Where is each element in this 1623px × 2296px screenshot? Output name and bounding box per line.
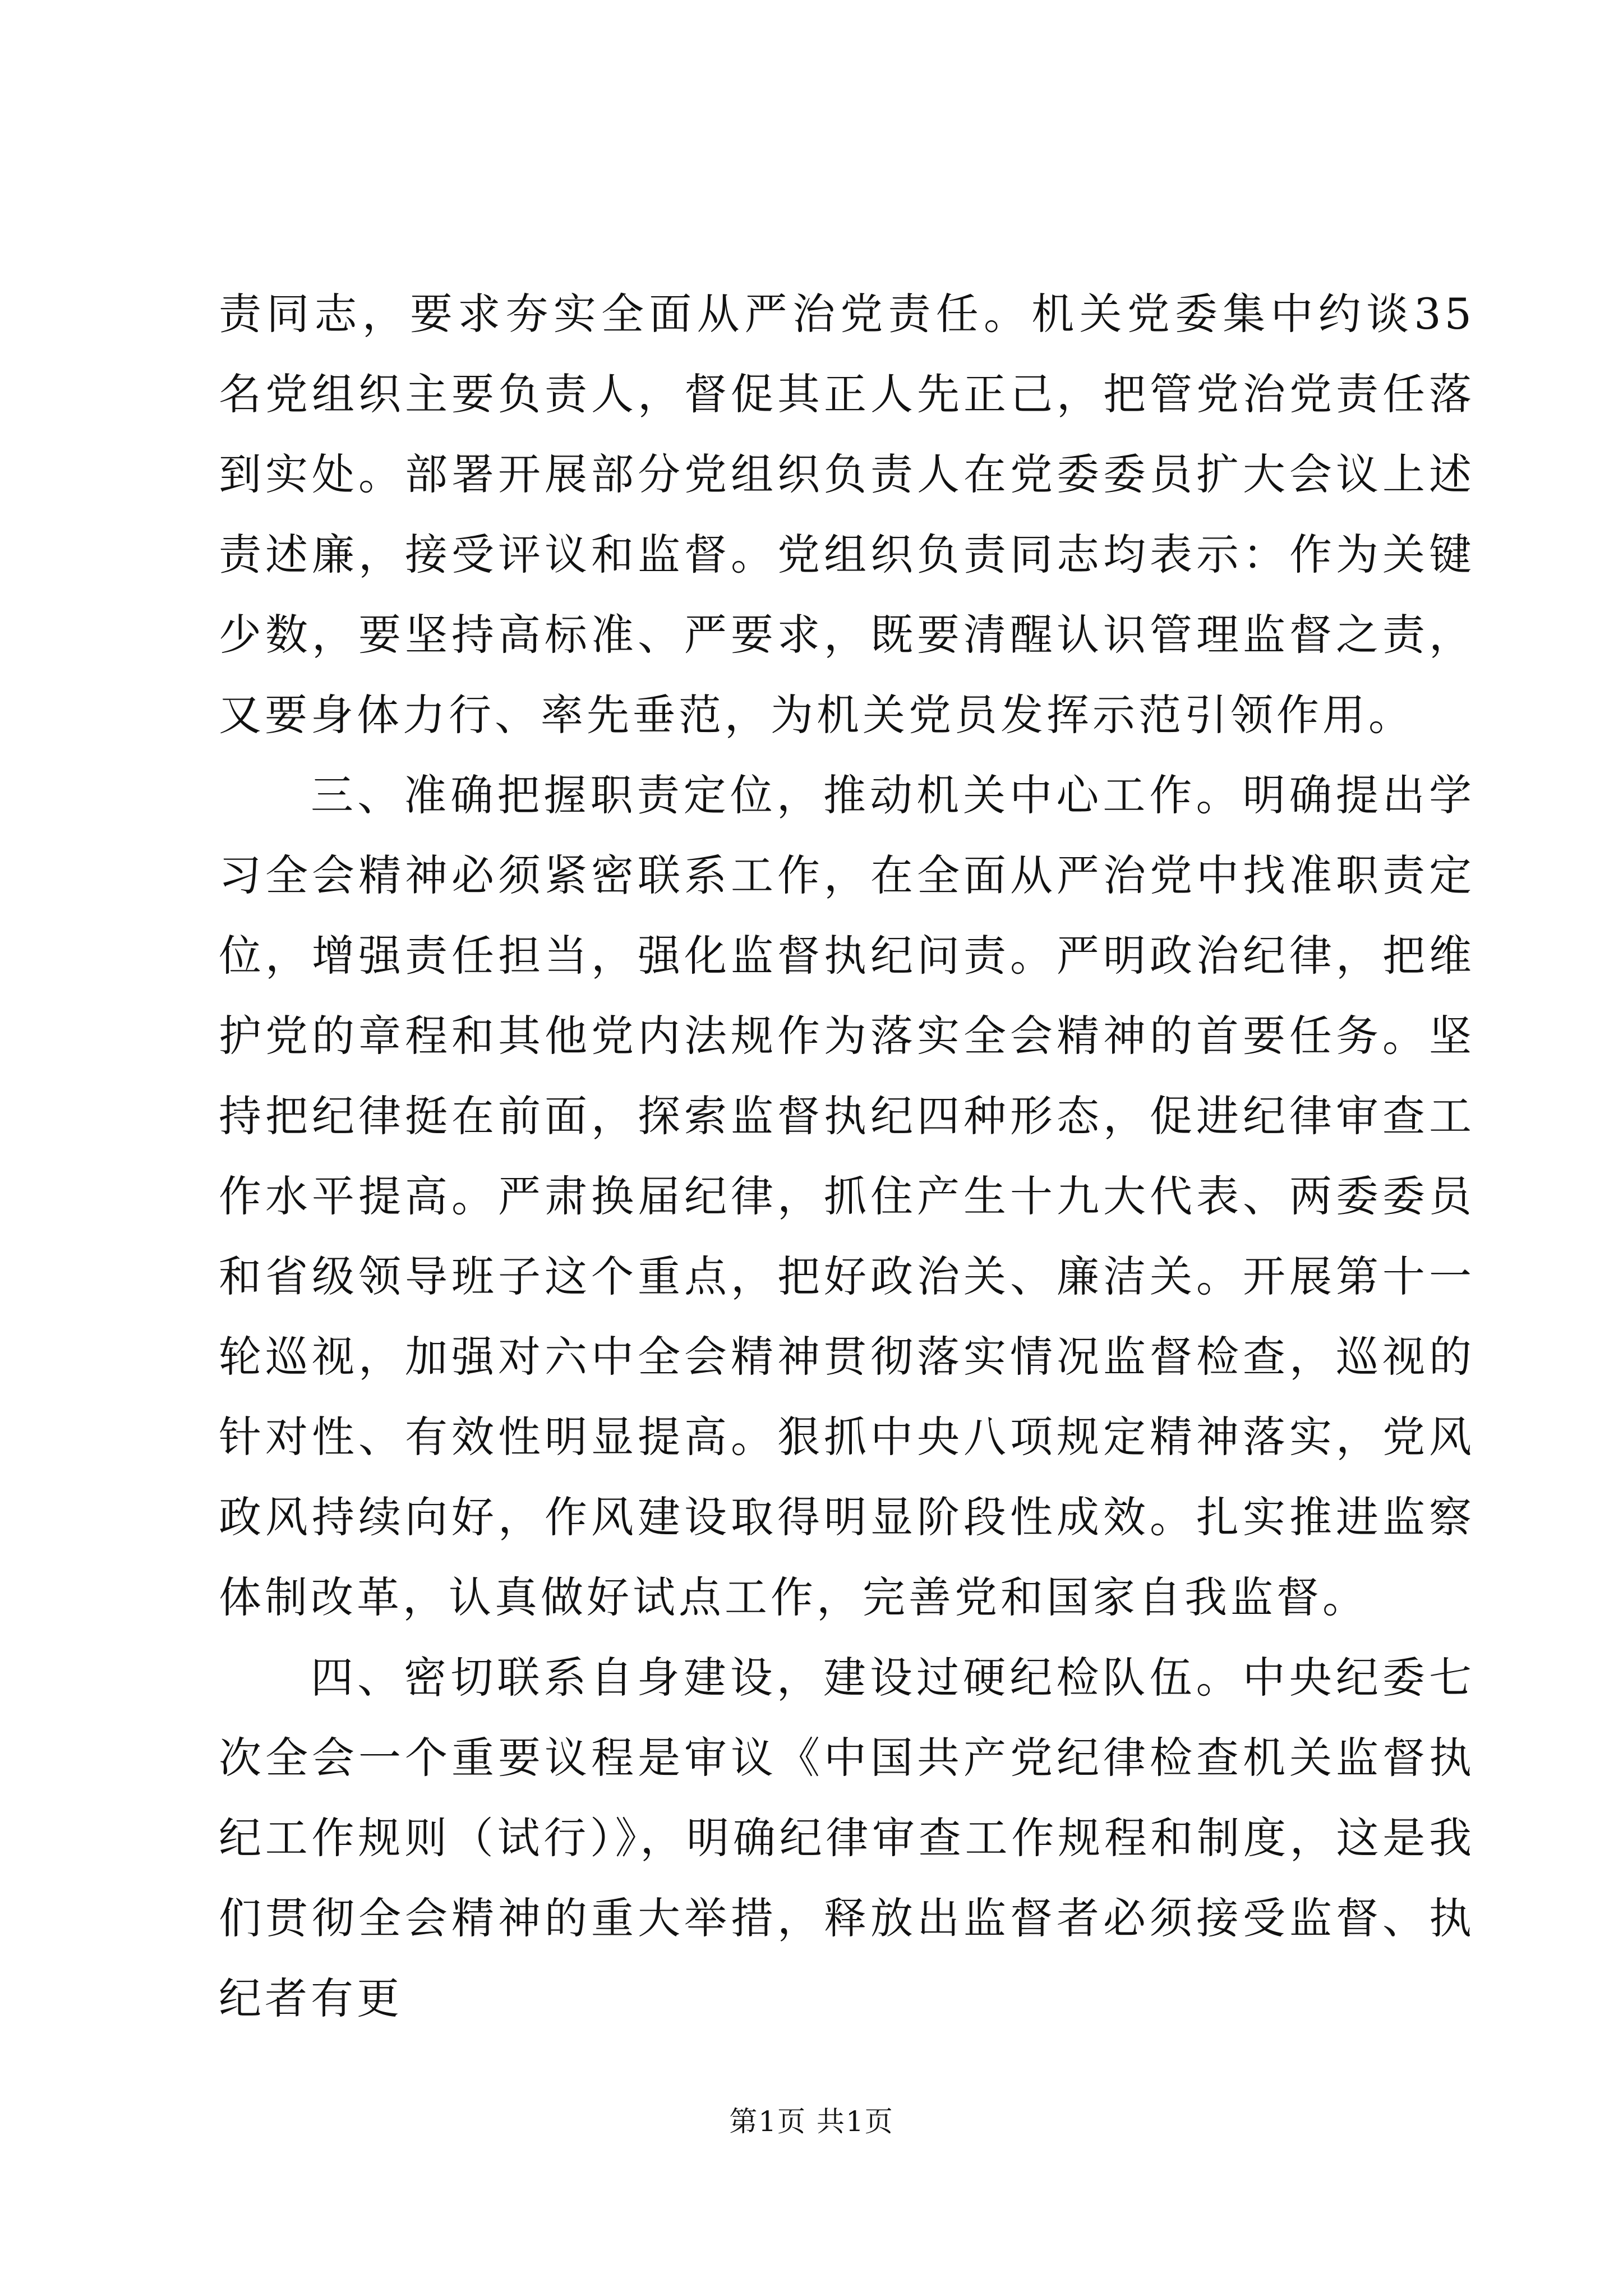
document-body [219,274,1475,2039]
paragraph-section-4: 四、密切联系自身建设，建设过硬纪检队伍。中央纪委七次全会一个重要议程是审议《中国共产党纪律检查机关监督执纪工作规则（试行）》，明确纪律审查工作规程和制度，这是我们贯彻全会精神的重大举措，释放出监督者必须接受监督、执纪者有更 [219,1653,1475,2023]
page-footer: 第1页 共1页 [729,2105,894,2138]
paragraph-section-3: 三、准确把握职责定位，推动机关中心工作。明确提出学习全会精神必须紧密联系工作，在全面从严治党中找准职责定位，增强责任担当，强化监督执纪问责。严明政治纪律，把维护党的章程和其他党内法规作为落实全会精神的首要任务。坚持把纪律挺在前面，探索监督执纪四种形态，促进纪律审查工作水平提高。严肃换届纪律，抓住产生十九大代表、两委委员和省级领导班子这个重点，把好政治关、廉洁关。开展第十一轮巡视，加强对六中全会精神贯彻落实情况监督检查，巡视的针对性、有效性明显提高。狠抓中央八项规定精神落实，党风政风持续向好，作风建设取得明显阶段性成效。扎实推进监察体制改革，认真做好试点工作，完善党和国家自我监督。 [219,770,1475,1622]
paragraph-continuation: 责同志，要求夯实全面从严治党责任。机关党委集中约谈35名党组织主要负责人，督促其正人先正己，把管党治党责任落到实处。部署开展部分党组织负责人在党委委员扩大会议上述责述廉，接受评议和监督。党组织负责同志均表示：作为关键少数，要坚持高标准、严要求，既要清醒认识管理监督之责，又要身体力行、率先垂范，为机关党员发挥示范引领作用。 [219,289,1475,740]
